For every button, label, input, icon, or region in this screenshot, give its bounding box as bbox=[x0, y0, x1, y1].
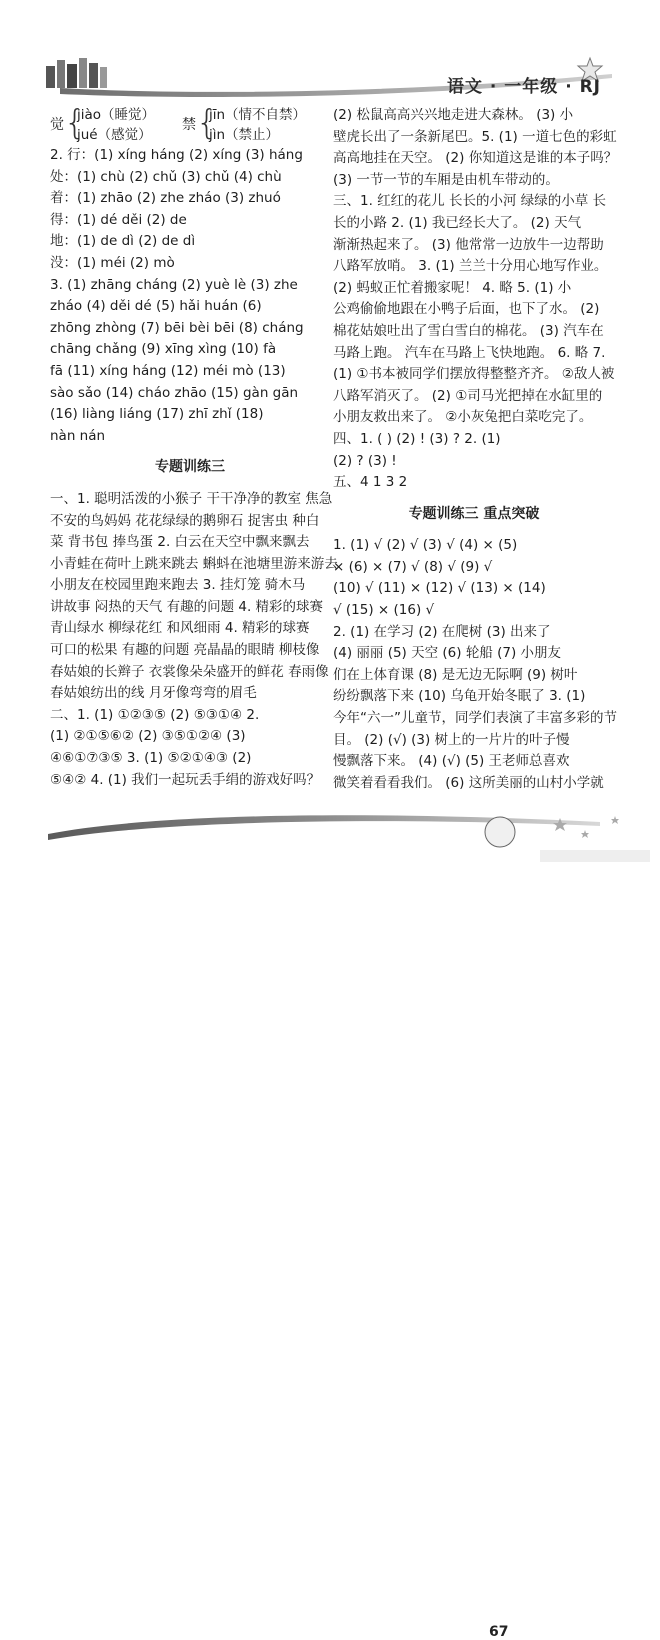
text-line: ④⑥①⑦③⑤ 3. (1) ⑤②①④③ (2) bbox=[50, 750, 252, 767]
text-line: 马路上跑。 汽车在马路上飞快地跑。 6. 略 7. bbox=[333, 344, 606, 361]
text-line: 八路军消灭了。 (2) ①司马光把掉在水缸里的 bbox=[333, 387, 603, 404]
section-title: 专题训练三 重点突破 bbox=[408, 505, 540, 522]
text-line: sào sǎo (14) cháo zhāo (15) gàn gān bbox=[50, 384, 299, 401]
text-line: 高高地挂在天空。 (2) 你知道这是谁的本子吗？ bbox=[333, 150, 618, 167]
text-line: 处：(1) chù (2) chǔ (3) chǔ (4) chù bbox=[50, 168, 282, 185]
text-line: (10) √ (11) × (12) √ (13) × (14) bbox=[333, 580, 546, 597]
brace-symbol: { bbox=[64, 103, 86, 143]
text-line: 讲故事 闷热的天气 有趣的问题 4. 精彩的球赛 bbox=[50, 598, 324, 615]
text-line: 菜 背书包 捧鸟蛋 2. 白云在天空中飘来飘去 bbox=[50, 534, 310, 551]
text-line: 慢飘落下来。 (4) (√) (5) 王老师总喜欢 bbox=[333, 753, 570, 770]
stars-icon bbox=[553, 816, 619, 838]
text-line: × (6) × (7) √ (8) √ (9) √ bbox=[333, 558, 493, 575]
text-line: 2. (1) 在学习 (2) 在爬树 (3) 出来了 bbox=[333, 623, 551, 640]
text-line: 小朋友在校园里跑来跑去 3. 挂灯笼 骑木马 bbox=[50, 577, 306, 594]
brace-char: 觉 bbox=[50, 117, 64, 133]
text-line: 2. 行：(1) xíng háng (2) xíng (3) háng bbox=[50, 147, 303, 163]
text-line: 五、4 1 3 2 bbox=[333, 474, 408, 491]
text-line: 四、1. ( ) (2) ! (3) ? 2. (1) bbox=[333, 430, 501, 447]
text-line: 们在上体育课 (8) 是无边无际啊 (9) 树叶 bbox=[333, 666, 578, 683]
text-line: 一、1. 聪明活泼的小猴子 干干净净的教室 焦急 bbox=[50, 490, 333, 507]
text-line: √ (15) × (16) √ bbox=[333, 602, 435, 619]
text-line: (2) 蚂蚁正忙着搬家呢！ 4. 略 5. (1) 小 bbox=[333, 279, 572, 296]
text-line: 壁虎长出了一条新尾巴。5. (1) 一道七色的彩虹 bbox=[333, 128, 617, 145]
text-line: (1) ②①⑤⑥② (2) ③⑤①②④ (3) bbox=[50, 728, 246, 745]
brace-char: 禁 bbox=[182, 117, 196, 133]
page-number-badge bbox=[485, 817, 515, 847]
text-line: 二、1. (1) ①②③⑤ (2) ⑤③①④ 2. bbox=[50, 706, 260, 723]
brace-line: jīn（情不自禁） bbox=[209, 107, 307, 123]
text-line: (1) ①书本被同学们摆放得整整齐齐。 ②敌人被 bbox=[333, 366, 615, 383]
text-line: 三、1. 红红的花儿 长长的小河 绿绿的小草 长 bbox=[333, 193, 607, 210]
brace-symbol: { bbox=[196, 103, 218, 143]
text-line: (3) 一节一节的车厢是由机车带动的。 bbox=[333, 171, 559, 188]
text-line: 可口的松果 有趣的问题 亮晶晶的眼睛 柳枝像 bbox=[50, 642, 320, 659]
text-line: 春姑娘纺出的线 月牙像弯弯的眉毛 bbox=[50, 685, 257, 702]
text-line: 着：(1) zhāo (2) zhe zháo (3) zhuó bbox=[50, 190, 281, 207]
text-line: ⑤④② 4. (1) 我们一起玩丢手绢的游戏好吗？ bbox=[50, 771, 321, 788]
section-title: 专题训练三 bbox=[155, 459, 225, 476]
page-header bbox=[0, 0, 660, 100]
text-line: 纷纷飘落下来 (10) 乌龟开始冬眠了 3. (1) bbox=[333, 688, 586, 705]
brace-line: jìn（禁止） bbox=[209, 127, 280, 143]
text-line: 目。 (2) (√) (3) 树上的一片片的叶子慢 bbox=[333, 731, 570, 748]
text-line: 3. (1) zhāng cháng (2) yuè lè (3) zhe bbox=[50, 276, 298, 293]
page-number: 67 bbox=[489, 1624, 509, 1640]
text-line: fā (11) xíng háng (12) méi mò (13) bbox=[50, 362, 286, 379]
text-line: nàn nán bbox=[50, 427, 106, 444]
page-footer bbox=[0, 800, 660, 1640]
text-line: zhōng zhòng (7) bēi bèi bēi (8) cháng bbox=[50, 319, 304, 336]
text-line: 渐渐热起来了。 (3) 他常常一边放牛一边帮助 bbox=[333, 236, 604, 253]
footer-decoration bbox=[0, 800, 660, 866]
text-line: 得：(1) dé děi (2) de bbox=[50, 211, 187, 228]
text-line: 小青蛙在荷叶上跳来跳去 蝌蚪在池塘里游来游去 bbox=[50, 555, 338, 572]
text-line: 棉花姑娘吐出了雪白雪白的棉花。 (3) 汽车在 bbox=[333, 322, 604, 339]
text-line: 1. (1) √ (2) √ (3) √ (4) × (5) bbox=[333, 537, 518, 554]
text-line: chāng chǎng (9) xīng xìng (10) fà bbox=[50, 341, 277, 358]
text-line: 八路军放哨。 3. (1) 兰兰十分用心地写作业。 bbox=[333, 258, 608, 275]
brace-line: jiào（睡觉） bbox=[77, 107, 156, 123]
text-line: (16) liàng liáng (17) zhī zhǐ (18) bbox=[50, 406, 264, 423]
text-line: (4) 丽丽 (5) 天空 (6) 轮船 (7) 小朋友 bbox=[333, 645, 562, 662]
text-line: 公鸡偷偷地跟在小鸭子后面，也下了水。 (2) bbox=[333, 301, 600, 318]
text-line: 没：(1) méi (2) mò bbox=[50, 254, 175, 271]
brace-line: jué（感觉） bbox=[77, 127, 152, 143]
text-line: 青山绿水 柳绿花红 和风细雨 4. 精彩的球赛 bbox=[50, 620, 310, 637]
text-line: 小朋友救出来了。 ②小灰兔把白菜吃完了。 bbox=[333, 409, 593, 426]
text-line: 春姑娘的长辫子 衣裳像朵朵盛开的鲜花 春雨像 bbox=[50, 663, 329, 680]
right-column bbox=[333, 105, 618, 794]
subject-title: 语文 · 一年级 · RJ bbox=[447, 77, 602, 97]
watermark-block bbox=[540, 850, 650, 862]
brace-group-jue bbox=[50, 105, 330, 145]
text-line: 地：(1) de dì (2) de dì bbox=[50, 233, 196, 250]
text-line: zháo (4) děi dé (5) hǎi huán (6) bbox=[50, 298, 262, 315]
text-line: (2) ? (3) ! bbox=[333, 452, 397, 469]
text-line: 今年“六一”儿童节，同学们表演了丰富多彩的节 bbox=[333, 710, 617, 727]
books-icon bbox=[46, 58, 107, 88]
text-line: (2) 松鼠高高兴兴地走进大森林。 (3) 小 bbox=[333, 107, 574, 123]
text-line: 长的小路 2. (1) 我已经长大了。 (2) 天气 bbox=[333, 214, 582, 231]
text-line: 微笑着看看我们。 (6) 这所美丽的山村小学就 bbox=[333, 774, 604, 791]
left-column bbox=[50, 103, 338, 791]
text-line: 不安的鸟妈妈 花花绿绿的鹅卵石 捉害虫 种白 bbox=[50, 512, 320, 529]
